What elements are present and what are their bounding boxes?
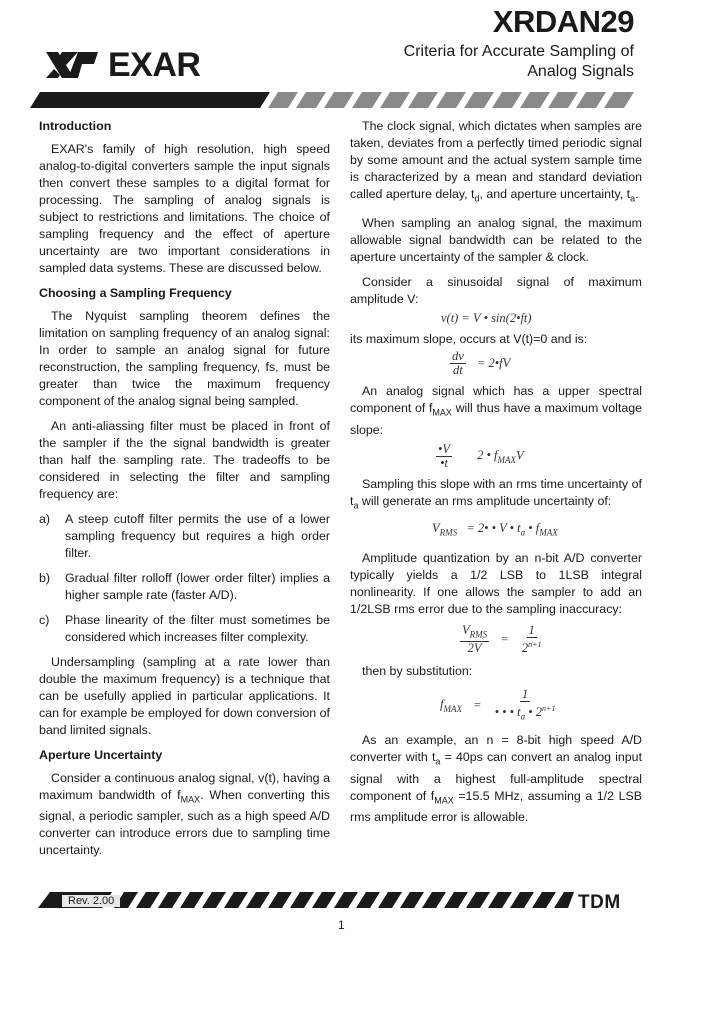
document-code: XRDAN29 (492, 4, 634, 39)
list-item (39, 511, 330, 562)
list-item (39, 612, 330, 646)
list-item-label: a) (39, 512, 51, 526)
list-item-text: A steep cutoff filter permits the use of a lower sampling frequency but requires a high order filter. (65, 512, 330, 560)
sampling-frequency-heading: Choosing a Sampling Frequency (39, 286, 232, 300)
rms-paragraph: Sampling this slope with an rms time uncertainty of $t_a$ will generate an rms amplitude uncertainty of: (350, 476, 642, 511)
quantization-paragraph: Amplitude quantization by an n-bit A/D converter typically yields a 1/2 LSB to 1LSB integral nonlinearity. If one allows the sampler to add an 1/2LSB rms error due to the sampling inaccuracy: (350, 550, 642, 616)
page-number: 1 (338, 918, 345, 932)
undersampling-paragraph: Undersampling (sampling at a rate lower than double the maximum frequency) is a technique that can be usefully applied in particular applications. It can for example be employed for down conversion of band limited signals. (39, 655, 330, 737)
exar-logo (44, 48, 200, 82)
tdm-logo: TDM (578, 892, 621, 913)
left-column (39, 118, 330, 859)
logo-text: EXAR (108, 46, 201, 84)
list-item-label: c) (39, 613, 50, 627)
bandwidth-paragraph: When sampling an analog signal, the maximum allowable signal bandwidth can be related to the aperture uncertainty of the sampler & clock. (350, 216, 642, 265)
spectral-paragraph: An analog signal which has a upper spectral component of $f_{MAX}$ will thus have a maximum voltage slope: (350, 384, 642, 437)
slope-paragraph: its maximum slope, occurs at V(t)=0 and is: (350, 332, 588, 347)
nyquist-paragraph: The Nyquist sampling theorem defines the limitation on sampling frequency of an analog signal: In order to sample an analog signal for future reconstruction, the sampling frequency, fs, must be greater than twice the maximum frequency component of the analog signal being sampled. (39, 309, 330, 408)
document-title-line-2: Analog Signals (527, 63, 634, 80)
list-item (39, 570, 330, 604)
sinusoid-paragraph: Consider a sinusoidal signal of maximum amplitude V: (350, 275, 642, 307)
introduction-heading: Introduction (39, 119, 112, 133)
exar-emblem-icon (44, 48, 102, 82)
example-paragraph: As an example, an n = 8-bit high speed A/D converter with $t_a = 40ps$ can convert an analog input signal with a highest full-amplitude spectral component of $f_{MAX} =15.5$ MHz, assuming a 1/2 LSB rms amplitude error is allowable. (350, 733, 643, 824)
equation-ratio: $\frac{V_{RMS}}{2V}$ = $\frac{1}{2^{n+1}}$ (462, 622, 542, 656)
equation-vrms: $V_{RMS}$ = 2• • V • $t_a$ • $f_{MAX}$ (432, 521, 558, 538)
equation-signal: v(t) = V • sin(2•ft) (441, 311, 532, 326)
aperture-paragraph: Consider a continuous analog signal, v(t), having a maximum bandwidth of $f_{MAX}$. When converting this signal, a periodic sampler, such as a high speed A/D converter can introduce errors due to sampling time uncertainty. (39, 771, 330, 858)
right-column (350, 118, 642, 826)
aperture-uncertainty-heading: Aperture Uncertainty (39, 748, 163, 762)
equation-fmax: $f_{MAX}$ = $\frac{1}{• • • t_a • 2^{n+1}}$ (440, 687, 556, 723)
header-stripe (30, 92, 650, 108)
introduction-paragraph: EXAR's family of high resolution, high speed analog-to-digital converters sample the input signals then convert these samples to a digital format for processing. The sampling of analog signals is subject to restrictions and limitations. The choice of sampling frequency and the effect of aperture uncertainty are two important considerations in sampled data systems. These are discussed below. (39, 142, 330, 275)
document-title-line-1: Criteria for Accurate Sampling of (403, 43, 634, 60)
equation-slope: $\frac{dv}{dt}$ = 2•fV (452, 349, 511, 378)
equation-voltage-slope: $\frac{•V}{•t}$ 2 • $f_{MAX}V$ (438, 441, 524, 470)
substitution-paragraph: then by substitution: (362, 664, 473, 679)
clock-signal-paragraph: The clock signal, which dictates when samples are taken, deviates from a perfectly timed periodic signal by some amount and the actual system sample time is characterized by a mean and standard deviation called aperture delay, $t_d$, and aperture uncertainty, $t_a$. (350, 119, 642, 204)
list-item-text: Phase linearity of the filter must sometimes be considered which increases filter complexity. (65, 613, 330, 644)
list-item-text: Gradual filter rolloff (lower order filter) implies a higher sample rate (faster A/D). (65, 571, 330, 602)
anti-aliasing-paragraph: An anti-aliassing filter must be placed in front of the sampler if the the signal bandwidth is greater than half the sampling rate. The tradeoffs to be considered in selecting the filter and sampling frequency are: (39, 419, 330, 501)
revision-label: Rev. 2.00 (62, 895, 120, 907)
document-title (404, 42, 634, 82)
list-item-label: b) (39, 571, 51, 585)
